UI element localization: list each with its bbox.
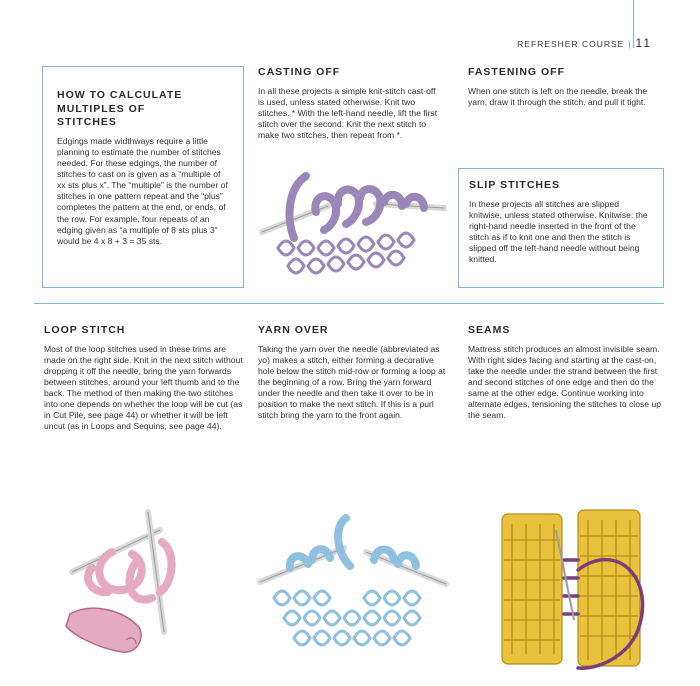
- yarn-over-illustration: [254, 512, 450, 678]
- loop-stitch-illustration: [52, 502, 238, 678]
- loop-stitch-section: [44, 324, 244, 432]
- seams-title: SEAMS: [468, 324, 511, 336]
- seams-body: Mattress stitch produces an almost invisible seam. With right sides facing and starting at the cast-on, take the needle under the strand between the first and second stitches of one edge and then do the same at the other edge. Continue working into alternate edges, tensioning the stitches to close up the seam.: [468, 343, 662, 421]
- multiples-body: Edgings made widthways require a little planning to estimate the number of stitches needed. For these edgings, the number of stitches to cast on is given as a “multiple of xx sts plus x”. The “multiple” is the number of stitches in one pattern repeat and the “plus” completes the pattern at the end, or ends, of the row. For example, four repeats of an edging given as “a multiple of 8 sts plus 3” would be 4 x 8 + 3 = 35 sts.: [57, 135, 228, 246]
- yarn-over-body: Taking the yarn over the needle (abbreviated as yo) makes a stitch, either forming a decorative hole below the stitch mid-row or forming a loop at the beginning of a row. Bring the yarn forward under the needle and then take it over to be in position to make the next stitch. If this is a purl stitch bring the yarn to the front again.: [258, 343, 446, 421]
- slip-stitches-body: In these projects all stitches are slipped knitwise, unless stated otherwise. Knitwise: the right-hand needle inserted in the front of the stitch as if to knit one and then the stitch is slipped off the left-hand needle without being knitted.: [469, 198, 648, 265]
- seams-illustration: [478, 500, 664, 676]
- slip-stitches-box: [458, 168, 664, 288]
- header-separator: |: [628, 39, 632, 49]
- casting-off-section: [258, 66, 443, 141]
- casting-off-title: CASTING OFF: [258, 66, 341, 78]
- fastening-off-section: [468, 66, 668, 108]
- page-number: 11: [635, 36, 652, 50]
- fastening-off-title: FASTENING OFF: [468, 66, 565, 78]
- yarn-over-title: YARN OVER: [258, 324, 329, 336]
- multiples-title: HOW TO CALCULATE MULTIPLES OF STITCHES: [57, 89, 183, 129]
- running-head: [517, 36, 652, 50]
- section-divider: [34, 303, 664, 304]
- loop-stitch-title: LOOP STITCH: [44, 324, 126, 336]
- casting-off-illustration: [258, 168, 448, 290]
- slip-stitches-title: SLIP STITCHES: [469, 179, 560, 191]
- section-title: REFRESHER COURSE: [517, 39, 625, 49]
- seams-section: [468, 324, 668, 421]
- casting-off-body: In all these projects a simple knit-stitch cast-off is used, unless stated otherwise. Knit two stitches. * With the left-hand needle, lift the first stitch over the second. Knit the next stitch to make two stitches, then repeat from *.: [258, 85, 438, 141]
- fastening-off-body: When one stitch is left on the needle, break the yarn, draw it through the stitch, and pull it tight.: [468, 85, 648, 107]
- loop-stitch-body: Most of the loop stitches used in these trims are made on the right side. Knit in the next stitch without dropping it off the needle, bring the yarn forwards between stitches, around your left thumb and to the back. The method of then making the two stitches into one depends on whether the loop will be cut (as in Cut Pile, see page 44) or whether it will be left uncut (as in Loops and Sequins, see page 44).: [44, 343, 243, 432]
- multiples-box: [42, 66, 244, 288]
- yarn-over-section: [258, 324, 448, 421]
